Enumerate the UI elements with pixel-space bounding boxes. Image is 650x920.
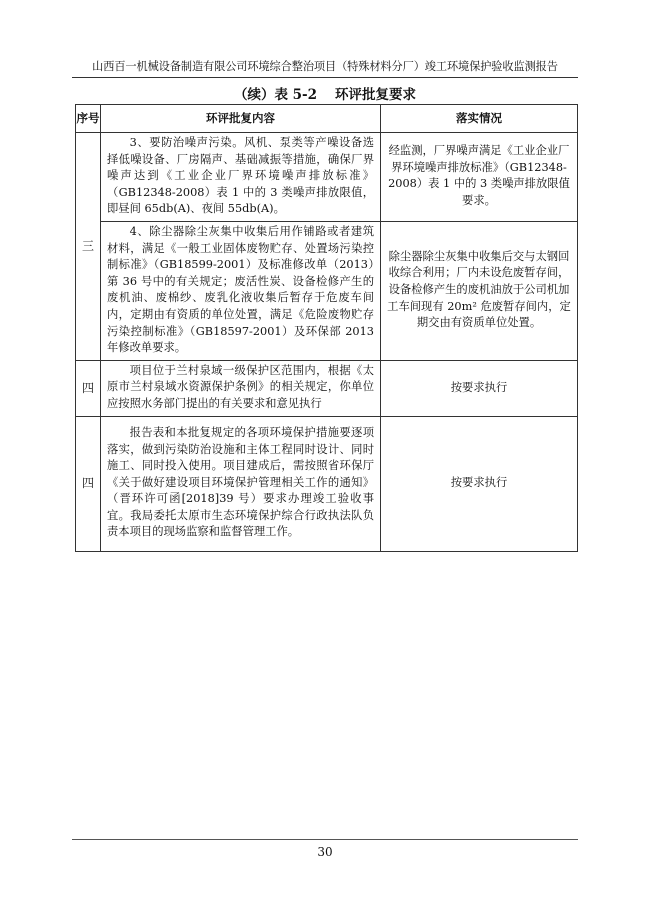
requirement-cell [101,221,381,360]
column-header-result: 落实情况 [381,105,578,133]
requirement-text: 4、除尘器除尘灰集中收集后用作铺路或者建筑材料，满足《一般工业固体废物贮存、处置场污染控制标准》（GB18599-2001）及标准修改单（2013）第 36 号中的有关规定；废活性炭、设备检修产生的废机油、废棉纱、废乳化液收集后暂存于危废车间内，定期由有资质的单位处置，满足《危险废物贮存污染控制标准》（GB18597-2001）及环保部 2013 年修改单要求。 [107,224,374,355]
requirement-cell [101,416,381,551]
table-header-row [76,105,578,133]
column-header-no: 序号 [76,105,101,133]
requirement-cell [101,360,381,416]
table-row [76,360,578,416]
row-number: 三 [76,133,101,361]
row-number: 四 [76,360,101,416]
implementation-cell [381,221,578,360]
footer-rule [72,839,578,840]
page-number: 30 [317,845,333,859]
implementation-text: 按要求执行 [450,380,508,394]
implementation-text: 除尘器除尘灰集中收集后交与太钢回收综合利用；厂内未设危废暂存间，设备检修产生的废机油放于公司机加工车间现有 20m² 危废暂存间内，定期交由有资质单位处置。 [387,249,571,330]
report-header: 山西百一机械设备制造有限公司环境综合整治项目（特殊材料分厂）竣工环境保护验收监测报告 [92,60,558,73]
table-row [76,416,578,551]
implementation-cell [381,360,578,416]
row-number: 四 [76,416,101,551]
table-caption-title: 环评批复要求 [335,87,417,103]
table-row [76,221,578,360]
table-row [76,133,578,222]
implementation-text: 经监测，厂界噪声满足《工业企业厂界环境噪声排放标准》（GB12348-2008）表 1 中的 3 类噪声排放限值要求。 [388,144,570,208]
table-caption [72,83,578,103]
approval-requirements-table [75,104,578,552]
column-header-content: 环评批复内容 [101,105,381,133]
implementation-cell [381,416,578,551]
requirement-text: 3、要防治噪声污染。风机、泵类等产噪设备选择低噪设备、厂房隔声、基础减振等措施，确保厂界噪声达到《工业企业厂界环境噪声排放标准》（GB12348-2008）表 1 中的 3 类噪声排放限值，即昼间 65db(A)、夜间 55db(A)。 [107,136,374,216]
requirement-text: 项目位于兰村泉域一级保护区范围内，根据《太原市兰村泉域水资源保护条例》的相关规定，你单位应按照水务部门提出的有关要求和意见执行 [107,363,374,410]
requirement-text: 报告表和本批复规定的各项环境保护措施要逐项落实，做到污染防治设施和主体工程同时设计、同时施工、同时投入使用。项目建成后，需按照省环保厅《关于做好建设项目环境保护管理相关工作的通知》（晋环许可函[2018]39 号）要求办理竣工验收事宜。我局委托太原市生态环境保护综合行政执法队负责本项目的现场监察和监督管理工作。 [107,425,374,539]
requirement-cell [101,133,381,222]
implementation-text: 按要求执行 [450,476,508,490]
header-rule [72,77,578,78]
table-caption-number: （续）表 5-2 [233,87,318,103]
implementation-cell [381,133,578,222]
